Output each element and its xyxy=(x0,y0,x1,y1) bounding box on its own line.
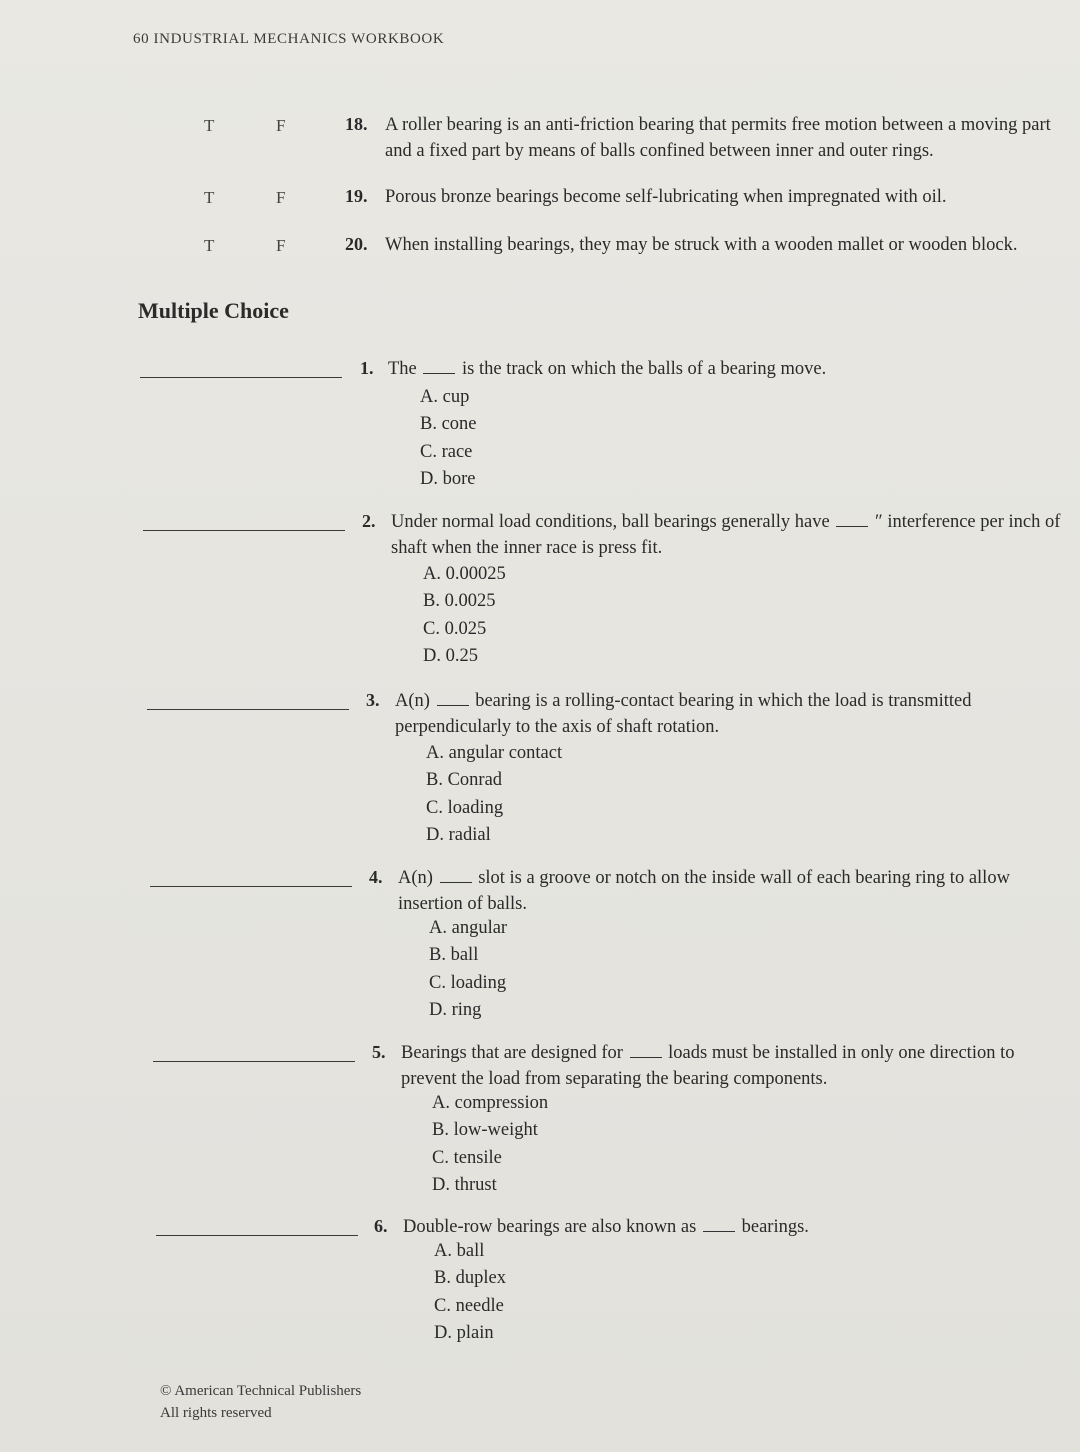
answer-line[interactable] xyxy=(140,377,342,378)
option-b[interactable]: B. Conrad xyxy=(426,770,503,791)
question-number: 20. xyxy=(345,234,368,254)
answer-line[interactable] xyxy=(147,709,349,710)
copyright-notice: © American Technical Publishers xyxy=(160,1383,362,1399)
answer-line[interactable] xyxy=(153,1061,355,1062)
fill-blank xyxy=(703,1230,735,1232)
option-a[interactable]: A. angular contact xyxy=(426,743,563,763)
question-text xyxy=(401,1040,1071,1092)
false-option[interactable]: F xyxy=(276,116,286,135)
option-c[interactable]: C. loading xyxy=(426,797,504,818)
question-text-end: bearing is a rolling-contact bearing in which the load is transmitted perpendicularly to the axis of shaft rotation. xyxy=(395,691,972,737)
option-c[interactable]: C. 0.025 xyxy=(423,618,487,639)
option-d[interactable]: D. plain xyxy=(434,1322,494,1343)
question-text-end: is the track on which the balls of a bearing move. xyxy=(462,359,827,379)
question-text xyxy=(398,865,1068,917)
option-b[interactable]: B. duplex xyxy=(434,1268,506,1289)
option-b[interactable]: B. cone xyxy=(420,414,477,435)
answer-line[interactable] xyxy=(156,1235,358,1236)
question-text-start: Double-row bearings are also known as xyxy=(403,1217,697,1237)
question-text-start: Under normal load conditions, ball bearings generally have xyxy=(391,512,830,532)
option-c[interactable]: C. tensile xyxy=(432,1147,502,1168)
question-text-end: ″ interference per inch of shaft when the inner race is press fit. xyxy=(391,512,1061,558)
option-b[interactable]: B. 0.0025 xyxy=(423,591,496,612)
option-a[interactable]: A. cup xyxy=(420,387,470,407)
question-text-start: The xyxy=(388,359,417,379)
question-number: 2. xyxy=(362,511,376,531)
question-text-start: A(n) xyxy=(395,691,430,711)
question-text-start: A(n) xyxy=(398,868,433,888)
true-option[interactable]: T xyxy=(204,236,215,255)
fill-blank xyxy=(437,704,469,706)
true-option[interactable]: T xyxy=(204,116,215,135)
fill-blank xyxy=(836,525,868,527)
question-text: Porous bronze bearings become self-lubricating when impregnated with oil. xyxy=(385,187,947,207)
option-c[interactable]: C. loading xyxy=(429,972,507,993)
false-option[interactable]: F xyxy=(276,188,286,207)
question-number: 6. xyxy=(374,1216,388,1236)
fill-blank xyxy=(630,1056,662,1058)
option-a[interactable]: A. 0.00025 xyxy=(423,564,506,584)
option-d[interactable]: D. thrust xyxy=(432,1174,497,1195)
options-list xyxy=(426,740,562,849)
option-a[interactable]: A. angular xyxy=(429,918,508,938)
question-text xyxy=(391,509,1061,561)
option-a[interactable]: A. ball xyxy=(434,1241,485,1261)
question-text xyxy=(395,688,1065,740)
question-text-start: Bearings that are designed for xyxy=(401,1043,623,1063)
footer xyxy=(160,1380,361,1424)
question-number: 1. xyxy=(360,358,374,378)
answer-line[interactable] xyxy=(143,530,345,531)
false-option[interactable]: F xyxy=(276,236,286,255)
fill-blank xyxy=(423,372,455,374)
question-text-end: slot is a groove or notch on the inside wall of each bearing ring to allow insertion of balls. xyxy=(398,868,1010,914)
options-list xyxy=(432,1090,548,1199)
rights-notice: All rights reserved xyxy=(160,1405,272,1421)
option-d[interactable]: D. 0.25 xyxy=(423,645,478,666)
fill-blank xyxy=(440,881,472,883)
options-list xyxy=(434,1238,506,1347)
option-c[interactable]: C. needle xyxy=(434,1295,504,1316)
options-list xyxy=(429,915,507,1024)
question-number: 3. xyxy=(366,690,380,710)
page-header: 60 INDUSTRIAL MECHANICS WORKBOOK xyxy=(133,31,445,47)
option-a[interactable]: A. compression xyxy=(432,1093,549,1113)
question-number: 4. xyxy=(369,867,383,887)
option-b[interactable]: B. ball xyxy=(429,945,479,966)
question-text: When installing bearings, they may be struck with a wooden mallet or wooden block. xyxy=(385,235,1018,255)
option-d[interactable]: D. ring xyxy=(429,999,482,1020)
options-list xyxy=(420,384,477,493)
question-number: 5. xyxy=(372,1042,386,1062)
answer-line[interactable] xyxy=(150,886,352,887)
option-d[interactable]: D. bore xyxy=(420,468,476,489)
question-number: 19. xyxy=(345,186,368,206)
question-number: 18. xyxy=(345,114,368,134)
option-b[interactable]: B. low-weight xyxy=(432,1120,538,1141)
options-list xyxy=(423,561,506,670)
question-text-end: bearings. xyxy=(741,1217,809,1237)
question-text-end: loads must be installed in only one direction to prevent the load from separating the bearing components. xyxy=(401,1043,1015,1089)
question-text xyxy=(388,356,1058,382)
question-text xyxy=(403,1214,1073,1240)
option-d[interactable]: D. radial xyxy=(426,824,491,845)
true-option[interactable]: T xyxy=(204,188,215,207)
section-title: Multiple Choice xyxy=(138,298,289,323)
option-c[interactable]: C. race xyxy=(420,441,473,462)
question-text: A roller bearing is an anti-friction bearing that permits free motion between a moving part and a fixed part by means of balls confined between inner and outer rings. xyxy=(385,115,1051,161)
